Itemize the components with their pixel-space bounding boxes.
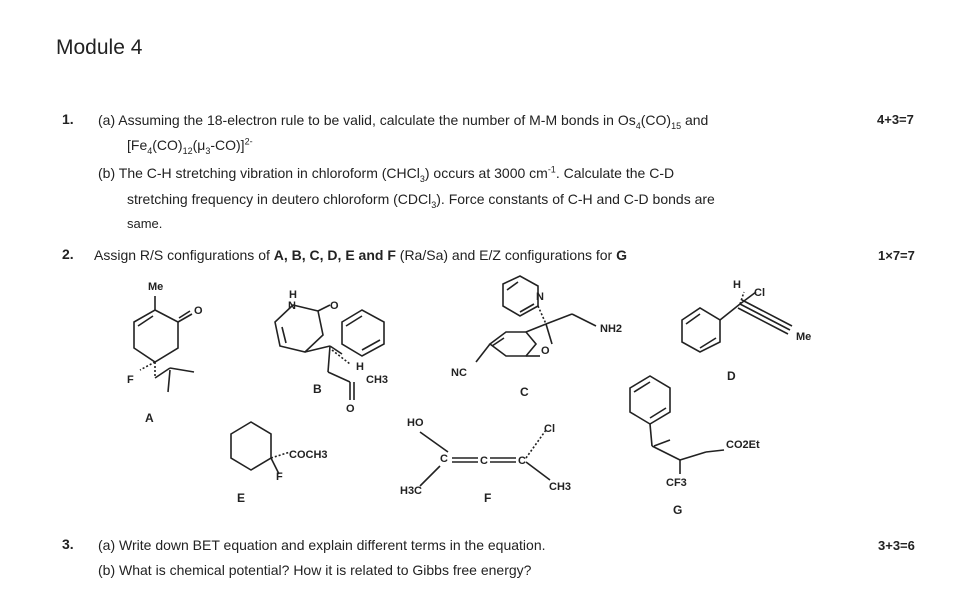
structure-labels — [127, 279, 811, 517]
q1a-sub2: 15 — [671, 120, 682, 131]
q1b-l1: The C-H stretching vibration in chloroform (CHCl — [118, 165, 420, 181]
f-ch3: CH3 — [549, 481, 572, 493]
q1a-l2d: -CO)] — [210, 137, 245, 153]
b-n: N — [288, 300, 296, 312]
q2-text-b: A, B, C, D, E and F — [273, 247, 396, 263]
q1b-label: (b) — [98, 165, 116, 181]
q1a-sub1: 4 — [635, 120, 641, 131]
q1a-l2s1: 4 — [147, 145, 153, 156]
structure-d — [682, 292, 792, 352]
q1a-l2b: (CO) — [152, 137, 183, 153]
q2-number: 2. — [62, 246, 74, 262]
q1b-l2sub: 3 — [431, 199, 437, 210]
q2-marks: 1×7=7 — [878, 248, 915, 263]
q1b-l1sup: -1 — [547, 164, 556, 175]
q3b-text: What is chemical potential? How it is related to Gibbs free energy? — [119, 562, 532, 578]
b-label: B — [313, 382, 322, 396]
d-me: Me — [796, 331, 812, 343]
q1b-l2b: ). Force constants of C-H and C-D bonds are — [436, 191, 715, 207]
q1-marks: 4+3=7 — [877, 112, 914, 127]
q1a-l2s3: 3 — [205, 145, 211, 156]
f-ho: HO — [407, 417, 424, 429]
structure-e — [231, 422, 290, 474]
g-label: G — [673, 503, 683, 517]
q2-text-a: Assign R/S configurations of — [94, 247, 274, 263]
c-nh2: NH2 — [600, 323, 623, 335]
b-o-bottom: O — [346, 403, 355, 415]
q3b-line — [98, 560, 531, 580]
q2-text-c: (Ra/Sa) and E/Z configurations for — [395, 247, 617, 263]
e-label: E — [237, 491, 246, 505]
q1a-l2a: [Fe — [127, 137, 148, 153]
q1b-l1sub: 3 — [419, 173, 425, 184]
f-c1: C — [440, 453, 448, 465]
f-h3c: H3C — [400, 485, 423, 497]
a-f: F — [127, 374, 134, 386]
c-label: C — [520, 385, 529, 399]
q1b-line3: same. — [127, 216, 163, 231]
structure-g — [630, 376, 724, 474]
b-h-top: H — [289, 289, 297, 301]
g-co2et: CO2Et — [726, 439, 760, 451]
c-o: O — [541, 345, 550, 357]
c-nc: NC — [451, 367, 467, 379]
q1a-l2sup: 2- — [244, 136, 253, 147]
b-h: H — [356, 361, 364, 373]
f-cl: Cl — [544, 423, 555, 435]
a-o: O — [194, 305, 203, 317]
q1a-text3: and — [681, 112, 709, 128]
q1a-text2: (CO) — [640, 112, 672, 128]
f-c3: C — [518, 455, 526, 467]
c-n: N — [536, 291, 544, 303]
e-coch3: COCH3 — [289, 449, 328, 461]
f-label: F — [484, 491, 492, 505]
q2-text-d: G — [616, 247, 627, 263]
page-title: Module 4 — [56, 36, 143, 59]
q1a-l2s2: 12 — [182, 145, 193, 156]
b-o-top: O — [330, 300, 339, 312]
q3a-line — [98, 535, 546, 555]
q3a-text: Write down BET equation and explain different terms in the equation. — [119, 537, 546, 553]
a-label: A — [145, 411, 154, 425]
a-me: Me — [148, 281, 164, 293]
q3-number: 3. — [62, 536, 74, 552]
q1b-l1c: . Calculate the C-D — [555, 165, 675, 181]
q1a-label: (a) — [98, 112, 116, 128]
q3-marks: 3+3=6 — [878, 538, 915, 553]
f-c2: C — [480, 455, 488, 467]
e-f: F — [276, 471, 283, 483]
d-h: H — [733, 279, 741, 291]
b-ch3: CH3 — [366, 374, 389, 386]
q3b-label: (b) — [98, 562, 116, 578]
q1a-l2c: (μ — [192, 137, 206, 153]
q1a-text: Assuming the 18-electron rule to be valid, calculate the number of M-M bonds in Os — [118, 112, 636, 128]
d-label: D — [727, 369, 736, 383]
g-cf3: CF3 — [666, 477, 687, 489]
structure-c — [476, 276, 596, 362]
q3a-label: (a) — [98, 537, 116, 553]
d-cl: Cl — [754, 287, 765, 299]
q1b-l2: stretching frequency in deutero chloroform (CDCl — [127, 191, 432, 207]
q1b-l1b: ) occurs at 3000 cm — [424, 165, 548, 181]
structure-a — [134, 296, 194, 392]
q1-number: 1. — [62, 111, 74, 127]
